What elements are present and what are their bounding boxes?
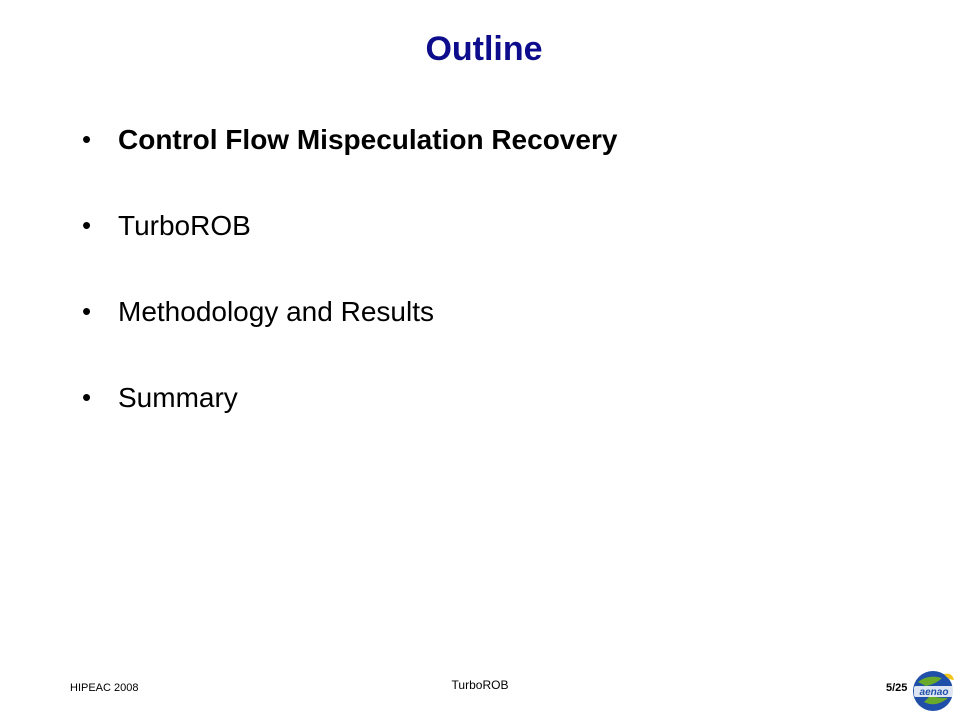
bullet-dot: • bbox=[82, 382, 92, 412]
bullet-text: Summary bbox=[118, 382, 238, 413]
footer-title: TurboROB bbox=[451, 678, 509, 692]
logo-text: aenao bbox=[919, 687, 949, 698]
bullet-dot: • bbox=[82, 296, 92, 326]
page-number: 5/25 bbox=[886, 682, 908, 694]
bullet-dot: • bbox=[82, 210, 92, 240]
bullet-dot: • bbox=[82, 124, 92, 154]
bullet-text: Methodology and Results bbox=[118, 296, 434, 327]
aenao-logo-icon bbox=[908, 668, 958, 714]
footer-conference: HIPEAC 2008 bbox=[70, 682, 139, 694]
bullet-text: Control Flow Mispeculation Recovery bbox=[118, 124, 618, 155]
bullet-text: TurboROB bbox=[118, 210, 251, 241]
slide-title: Outline bbox=[425, 30, 543, 68]
